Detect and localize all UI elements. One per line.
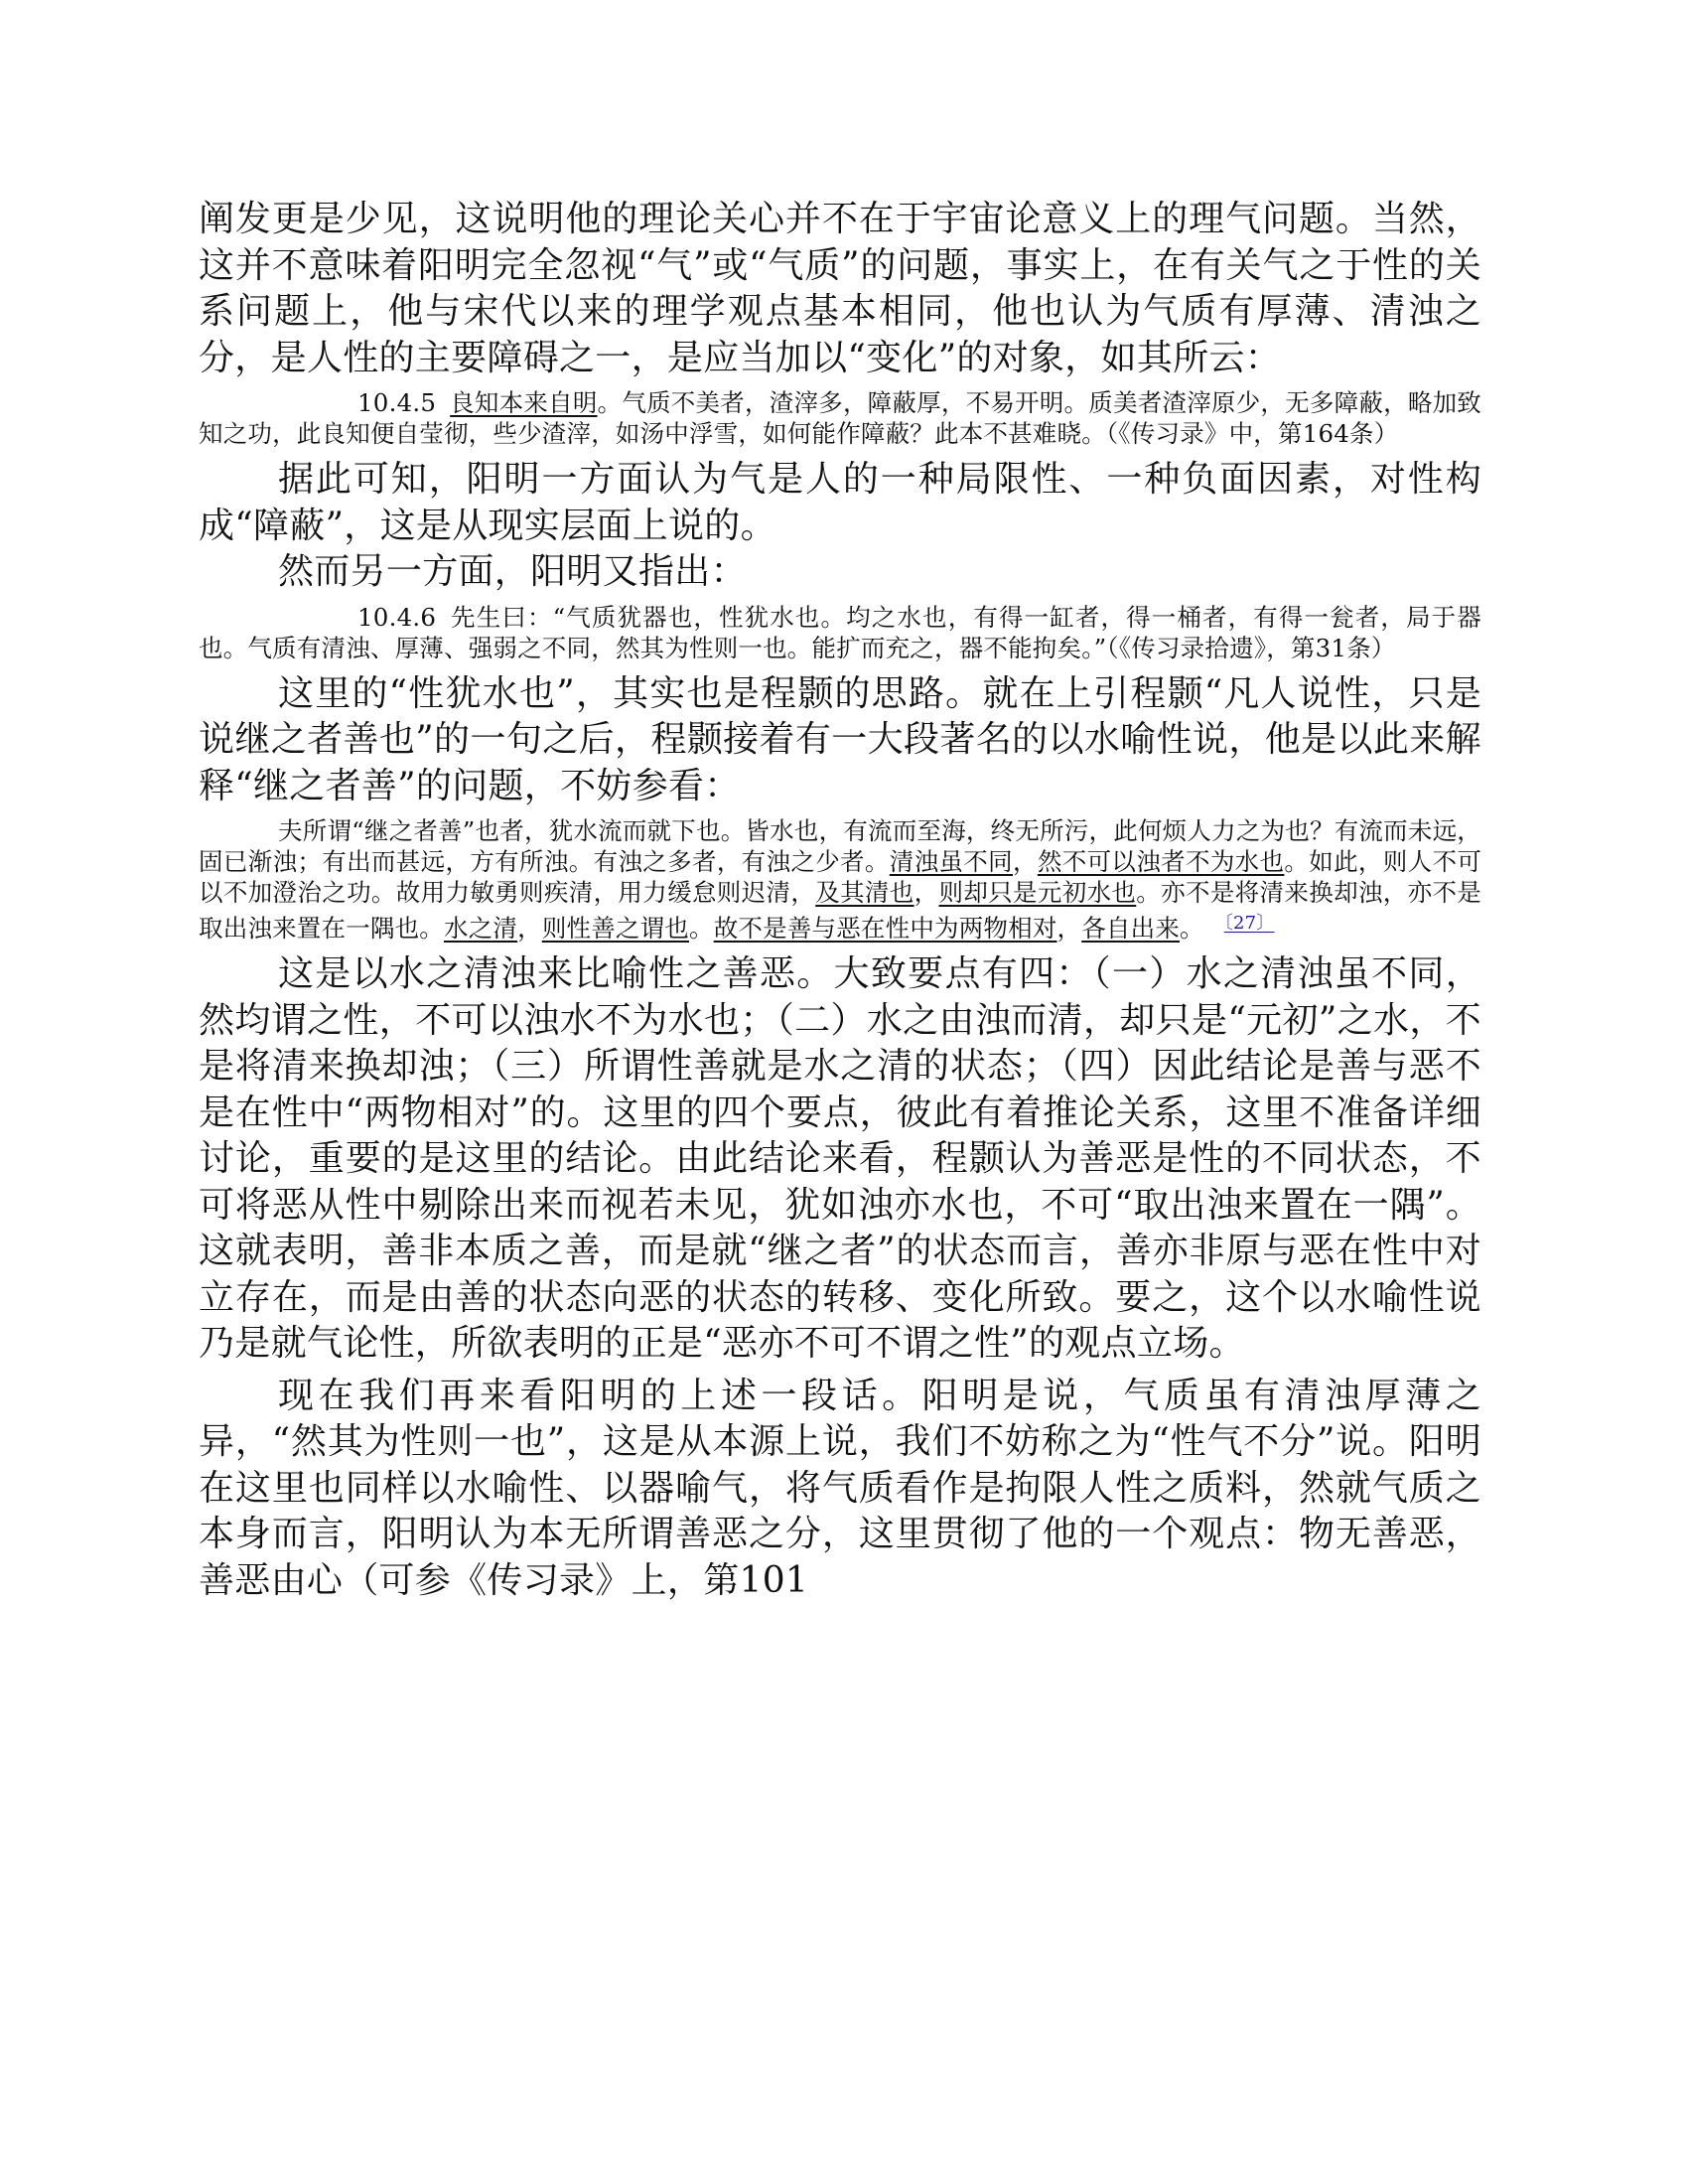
quote-text: 夫所谓“继之者善”也者，犹水流而就下也。皆水也，有流而至海，终无所污，此何烦人力之为也？有流而未远，固已渐浊；有出而甚远，方有所浊。有浊之多者，有浊之少者。 xyxy=(199,816,1481,876)
quote-underlined-text: 然不可以浊者不为水也 xyxy=(1037,847,1285,876)
quote-text: ， xyxy=(1056,914,1082,943)
quote-text: 。 xyxy=(1180,914,1204,943)
quote-underlined-text: 良知本来自明 xyxy=(450,388,598,417)
quote-underlined-text: 各自出来 xyxy=(1081,914,1181,943)
quote-underlined-text: 及其清也 xyxy=(815,878,914,907)
paragraph-1: 阐发更是少见，这说明他的理论关心并不在于宇宙论意义上的理气问题。当然，这并不意味着阳明完全忽视“气”或“气质”的问题，事实上，在有关气之于性的关系问题上，他与宋代以来的理学观点基本相同，他也认为气质有厚薄、清浊之分，是人性的主要障碍之一，是应当加以“变化”的对象，如其所云： xyxy=(199,199,1481,378)
document-page xyxy=(199,197,1481,1604)
paragraph-6: 现在我们再来看阳明的上述一段话。阳明是说，气质虽有清浊厚薄之异，“然其为性则一也”，这是从本源上说，我们不妨称之为“性气不分”说。阳明在这里也同样以水喻性、以器喻气，将气质看作是拘限人性之质料，然就气质之本身而言，阳明认为本无所谓善恶之分，这里贯彻了他的一个观点：物无善恶，善恶由心（可参《传习录》上，第101 xyxy=(199,1375,1481,1601)
quote-number: 10.4.5 xyxy=(357,388,437,417)
paragraph-2: 据此可知，阳明一方面认为气是人的一种局限性、一种负面因素，对性构成“障蔽”，这是从现实层面上说的。 xyxy=(199,459,1481,546)
quote-underlined-text: 水之清 xyxy=(444,914,518,943)
quote-text: 。亦不是将清来换却浊，亦不是取出浊来置在一隅也。 xyxy=(199,878,1482,943)
quote-text: 。气质不美者，渣滓多，障蔽厚，不易开明。质美者渣滓原少，无多障蔽，略加致知之功，此良知便自莹彻，些少渣滓，如汤中浮雪，如何能作障蔽？此本不甚难晓。（《传习录》中，第164条） xyxy=(199,388,1482,448)
quote-text: 。如此，则人不可以不加澄治之功。故用力敏勇则疾清，用力缓怠则迟清， xyxy=(199,847,1482,907)
paragraph-5: 这是以水之清浊来比喻性之善恶。大致要点有四：（一）水之清浊虽不同，然均谓之性，不可以浊水不为水也；（二）水之由浊而清，却只是“元初”之水，不是将清来换却浊；（三）所谓性善就是水之清的状态；（四）因此结论是善与恶不是在性中“两物相对”的。这里的四个要点，彼此有着推论关系，这里不准备详细讨论，重要的是这里的结论。由此结论来看，程颢认为善恶是性的不同状态，不可将恶从性中剔除出来而视若未见，犹如浊亦水也，不可“取出浊来置在一隅”。这就表明，善非本质之善，而是就“继之者”的状态而言，善亦非原与恶在性中对立存在，而是由善的状态向恶的状态的转移、变化所致。要之，这个以水喻性说乃是就气论性，所欲表明的正是“恶亦不可不谓之性”的观点立场。 xyxy=(199,953,1481,1364)
quote-number: 10.4.6 xyxy=(357,602,437,632)
quote-underlined-text: 故不是善与恶在性中为两物相对 xyxy=(713,914,1057,943)
paragraph-4: 这里的“性犹水也”，其实也是程颢的思路。就在上引程颢“凡人说性，只是说继之者善也”的一句之后，程颢接着有一大段著名的以水喻性说，他是以此来解释“继之者善”的问题，不妨参看： xyxy=(199,672,1481,806)
quote-text: 先生曰：“气质犹器也，性犹水也。均之水也，有得一缸者，得一桶者，有得一瓮者，局于器也。气质有清浊、厚薄、强弱之不同，然其为性则一也。能扩而充之，器不能拘矣。”（《传习录拾遗》，第31条） xyxy=(199,602,1481,662)
quote-underlined-text: 则性善之谓也 xyxy=(541,914,690,943)
quote-text: ， xyxy=(1013,847,1038,876)
paragraph-3: 然而另一方面，阳明又指出： xyxy=(278,551,747,592)
quote-text: ， xyxy=(914,878,939,907)
quote-10-4-5 xyxy=(199,387,1481,449)
quote-10-4-6 xyxy=(199,602,1481,663)
quote-chenghao xyxy=(199,815,1481,944)
quote-underlined-text: 清浊虽不同 xyxy=(889,847,1014,876)
quote-text: ， xyxy=(517,914,542,943)
footnote-link-27[interactable]: 〔27〕 xyxy=(1223,913,1275,934)
quote-underlined-text: 则却只是元初水也 xyxy=(938,878,1137,907)
quote-text: 。 xyxy=(689,914,714,943)
